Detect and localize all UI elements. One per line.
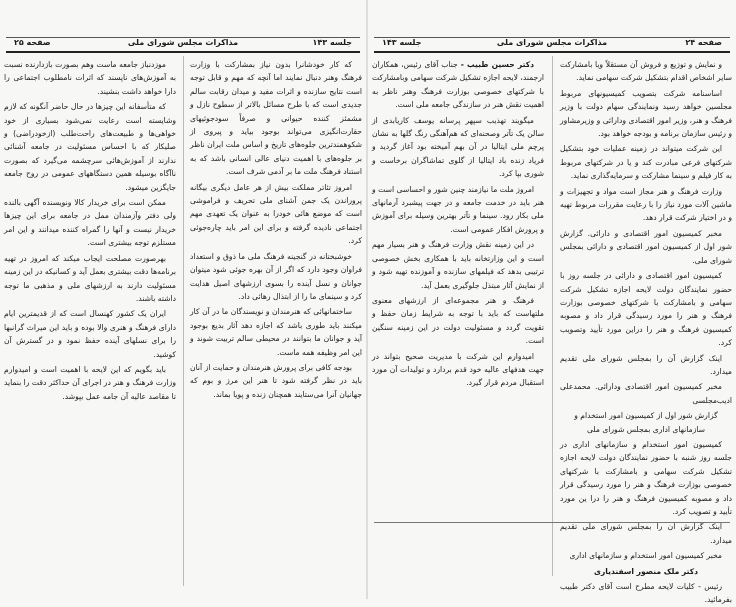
paragraph: ساختمانهائی که هنرمندان و نویسندگان ما در آن کار میکنند باید طوری باشد که اجازه دهد آثار بدیع بوجود آید و جوانان ما بتوانند در محیطی سالم تربیت شوند و این امر وظیفه همه ماست. [190, 307, 362, 357]
left-page [0, 0, 366, 599]
page-number: صفحه ۲۵ [14, 38, 51, 47]
paragraph: مخبر کمیسیون امور اقتصادی ودارائی. محمدعلی ادیب‌مجلسی [560, 382, 732, 405]
header-rule-thick [374, 51, 730, 53]
paragraph: و نمایش و توزیع و فروش آن مستقلاً ویا بامشارکت سایر اشخاص اقدام بتشکیل شرکت سهامی نماید. [560, 60, 732, 83]
text-column-left [372, 58, 544, 578]
header-rule-thick [6, 51, 360, 53]
paragraph: وزارت فرهنگ و هنر مجاز است مواد و تجهیزات و ماشین آلات مورد نیاز را با رعایت مقررات مربوط تهیه و در اختیار شرکت قرار دهد. [560, 186, 732, 223]
paragraph-text: امروز ملت ما نیازمند چنین شور و احساسی است و هنر باید در خدمت جامعه و در جهت پیشبرد آرمانهای ملی بکار رود. سینما و تآتر بهترین وسیله برای آموزش و پرورش افکار عمومی است. [372, 184, 544, 234]
paragraph: باید بگویم که این لایحه با اهمیت است و امیدوارم وزارت فرهنگ و هنر در اجرای آن حداکثر دقت را بنماید تا مقاصد عالیه آن جامه عمل بپوشد. [4, 364, 176, 401]
paragraph [372, 114, 544, 181]
paragraph: رئیس - کلیات لایحه مطرح است آقای دکتر طبیب بفرمائید. [560, 582, 732, 605]
paragraph: خوشبختانه در گنجینه فرهنگ ملی ما ذوق و استعداد فراوان وجود دارد که اگر از آن بهره جوئی شود میتوان جوانان و نسل آینده را بسوی ارزشهای اصیل هدایت کرد و سینمای ما را از ابتذال رهائی داد. [190, 251, 362, 301]
paragraph-text: در این زمینه نقش وزارت فرهنگ و هنر بسیار مهم است و این وزارتخانه باید با همکاری بخش خصوصی ترتیبی بدهد که فیلمهای سازنده و آموزنده تهیه شود و از نمایش آثار مبتذل جلوگیری بعمل آید. [372, 240, 544, 290]
text-column-left [4, 58, 176, 588]
paragraph: ممکن است برای خریدار کالا ونویسنده آگهی بالنده ولی دفتر وآزمندان ممل در جامعه برای این چیزها خریدار نیست و آنها را گمراه کننده میدانند و این امر مستلزم توجه بیشتری است. [4, 198, 176, 248]
session-number: جلسه ۱۴۳ [312, 38, 352, 47]
paragraph-text: فرهنگ و هنر مجموعه‌ای از ارزشهای معنوی ملتهاست که باید با توجه به شرایط زمان حفظ و تقویت گردد و مسئولیت دولت در این زمینه سنگین است. [372, 295, 544, 346]
page-header [374, 38, 730, 50]
page-number: صفحه ۲۴ [685, 38, 722, 47]
paragraph [372, 183, 544, 237]
paragraph: بهرصورت مصلحت ایجاب میکند که امروز در تهیه برنامه‌ها دقت بیشتری بعمل آید و کسانیکه در این زمینه مسئولیت دارند به ارزشهای ملی و مذهبی ما توجه داشته باشند. [4, 253, 176, 303]
publication-title: مذاکرات مجلس شورای ملی [496, 38, 608, 47]
paragraph-text: امیدوارم این شرکت با مدیریت صحیح بتواند در جهت هدفهای عالیه خود قدم بردارد و تولیدات آن مورد استقبال مردم قرار گیرد. [372, 351, 544, 388]
paragraph: کمیسیون امور اقتصادی و دارائی در جلسه روز با حضور نمایندگان دولت لایحه اجازه تشکیل شرکت سهامی و بامشارکت با شرکتهای خصوصی بوزارت فرهنگ و هنر را مورد رسیدگی قرار داد و مصوبه کمیسیون فرهنگ و هنر را دراین مورد تأیید وتصویب کرد. [560, 271, 732, 348]
paragraph: این شرکت میتواند در زمینه عملیات خود بتشکیل شرکتهای فرعی مبادرت کند و یا در شرکتهای مربوط به کار فیلم و سینما مشارکت و سرمایه‌گذاری نماید. [560, 144, 732, 181]
section-rule [374, 522, 730, 523]
paragraph: موزدنباز جامعه ماست وهم بصورت بازدارنده نسبت به آموزش‌های ناپسند که اثرات نامطلوب اجتماعی را دارا خواهد داشت بنشیند. [4, 60, 176, 96]
page-header [6, 38, 360, 50]
session-number: جلسه ۱۴۳ [382, 38, 422, 47]
text-column-right [190, 58, 362, 588]
paragraph-text: جناب آقای رئیس، همکاران ارجمند، لایحه اجازه تشکیل شرکت سهامی وبامشارکت با شرکتهای خصوصی بوزارت فرهنگ وهنر ناظر به اهمیت نقش هنر در سازندگی جامعه ملی است. [372, 60, 544, 110]
paragraph-text: میگویند تهذیب سپهر پرسانه یوسف کاریابدی از سالن یک تآتر وصحنه‌ای که هم‌آهنگی رنگ گلها به نشان پرچم ملی ایتالیا در آن بهم آمیخته بود آغاز گردید و فریاد زنده باد ایتالیا از گلوی تماشاگران برخاست و شوری بپا کرد. [372, 115, 544, 179]
paragraph: اینک گزارش آن را بمجلس شورای ملی تقدیم میدارد. [560, 353, 732, 376]
paragraph [372, 294, 544, 348]
paragraph: بودجه کافی برای پرورش هنرمندان و حمایت از آنان باید در نظر گرفته شود تا هنر این مرز و بوم که جهانیان آنرا می‌ستایند همچنان زنده و پویا بماند. [190, 362, 362, 399]
right-page [368, 0, 736, 605]
publication-title: مذاکرات مجلس شورای ملی [127, 38, 239, 47]
paragraph: اینک گزارش آن را بمجلس شورای ملی تقدیم میدارد. [560, 522, 732, 545]
paragraph: که متأسفانه این چیزها در حال حاضر آنگونه که لازم وشایسته است رعایت نمی‌شود بسیاری از خود خواهی‌ها و طبیعت‌های راحت‌طلب (ازخودراضی) و صلیکار که با احساس مسئولیت در جامعه آشنائی ندارند از آموزش‌هائی سرچشمه می‌گیرد که بصورت ناآگاه بوسیله همین دستگاههای عمومی در روح جامعه جایگزین میشود. [4, 102, 176, 192]
speaker-name: دکتر حسین طبیب - [460, 60, 535, 69]
paragraph: ایران یک کشور کهنسال است که از قدیمترین ایام دارای فرهنگ و هنری والا بوده و باید این میراث گرانبها را برای نسلهای آینده حفظ نمود و در گسترش آن کوشید. [4, 309, 176, 359]
paragraph: امروز تئاتر مملکت بیش از هر عامل دیگری بیگانه پروراندن یک جمن آشنای ملی تحریف و فراموشی است که موضع‌ هائی خودرا به عنوان یک تعهدی مهم اجتماعی نادیده گرفته و برای این امر باید چاره‌جوئی کرد. [190, 182, 362, 246]
paragraph: کمیسیون امور استخدام و سازمانهای اداری در جلسه روز شنبه با حضور نمایندگان دولت لایحه اجازه تشکیل شرکت سهامی و بامشارکت با شرکتهای خصوصی بوزارت فرهنگ و هنر را مورد رسیدگی قرار داد و مصوبه کمیسیون فرهنگ و هنر را درا ین مورد تأیید و تصویب کرد. [560, 439, 732, 516]
paragraph [372, 350, 544, 390]
paragraph [372, 58, 544, 112]
column-divider [552, 56, 553, 576]
paragraph: گزارش شور اول از کمیسیون امور استخدام و سازمانهای اداری بمجلس شورای ملی [574, 411, 718, 434]
paragraph [372, 238, 544, 292]
text-column-right [560, 58, 732, 605]
paragraph: مخبر کمیسیون امور اقتصادی و دارائی. گزارش شور اول از کمیسیون امور اقتصادی و دارائی بمجلس شورای ملی. [560, 228, 732, 265]
paragraph: اساسنامه شرکت بتصویب کمیسیونهای مربوط مجلسین خواهد رسید ونمایندگی سهام دولت با وزیر فرهنگ و هنر، وزیر امور اقتصادی ودارائی و وزیرمشاور و رئیس سازمان برنامه و بودجه خواهد بود. [560, 88, 732, 139]
paragraph: دکتر ملک منصور اسفندیاری [593, 566, 699, 576]
paragraph: که کار خودشانرا بدون نیاز بمشارکت با وزارت فرهنگ وهنر دنبال نمایند اما آنچه که مهم و قابل توجه است نتایج سازنده و اثرات مفید و میدان رقابت سالم جدیدی است که با طرح مسائل بالاتر از سطوح نازل و مشمئز کننده حیوانی و صرفاً سودجوئیهای حقارت‌انگیزی‌ می‌تواند بوجود بیاید و پیروی از شکوهمندترین جلوه‌های تاریخ و اساس ملت ایران ناظر بر جلوه‌های با اهمیت دنیای عالی انسانی باشد که به استناد فرهنگ ملت ما بر آدمی شرف است. [190, 60, 362, 177]
paragraph: مخبر کمیسیون امور استخدام و سازمانهای اداری [569, 551, 722, 561]
column-divider [183, 56, 184, 586]
